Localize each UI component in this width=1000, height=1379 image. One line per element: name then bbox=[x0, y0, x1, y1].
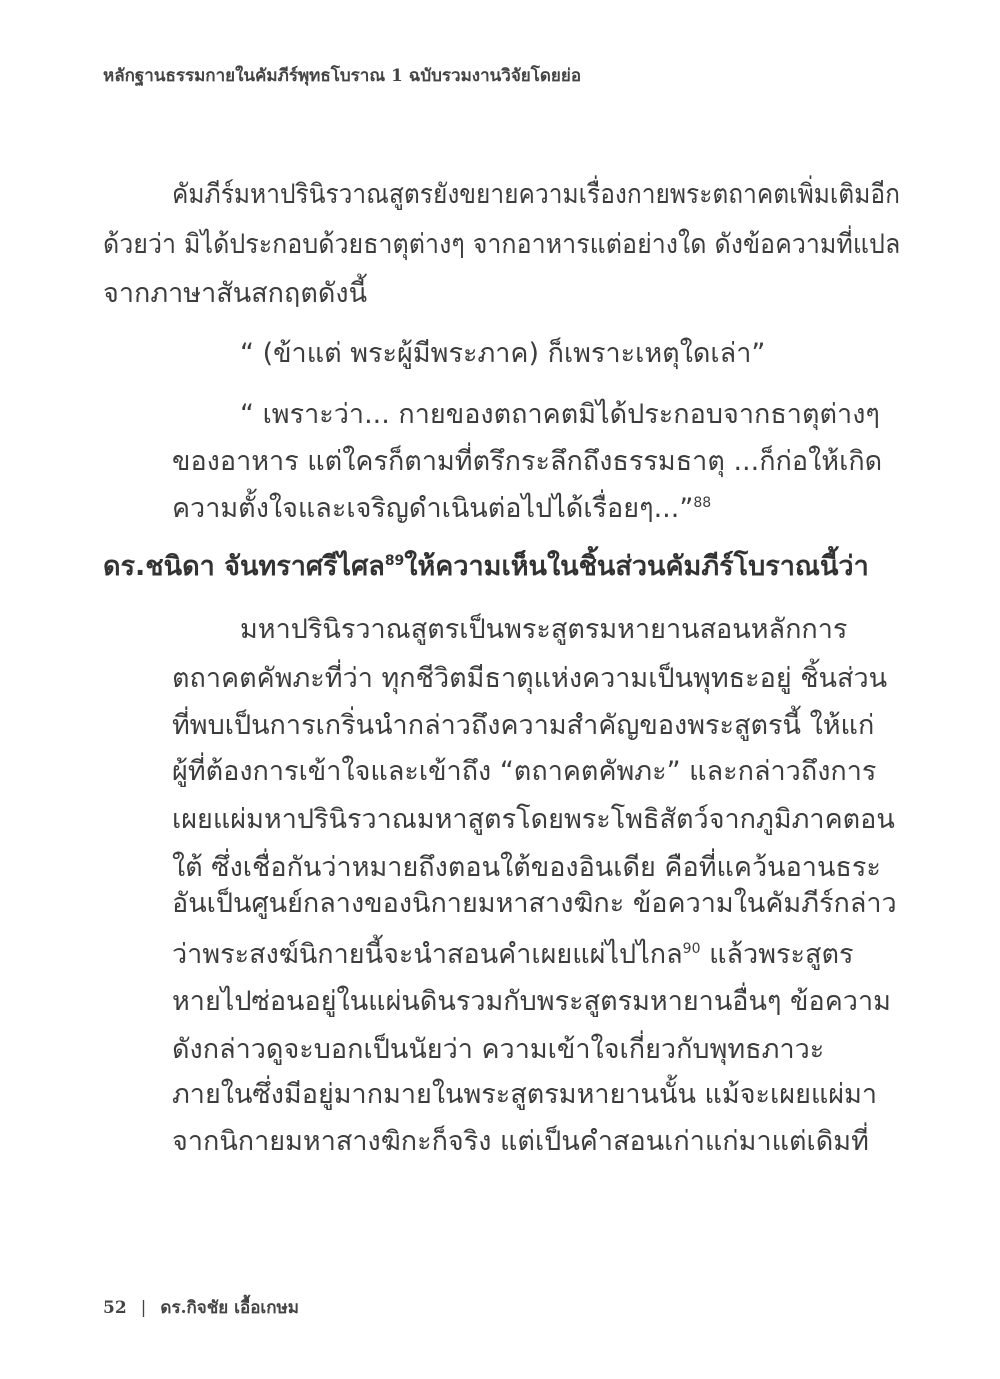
intro-line: จากภาษาสันสกฤตดังนี้ bbox=[103, 278, 368, 309]
body-line bbox=[172, 935, 854, 975]
body-line: ผู้ที่ต้องการเข้าใจและเข้าถึง “ตถาคตคัพภะ” และกล่าวถึงการ bbox=[172, 756, 877, 787]
body-line: เผยแผ่มหาปรินิรวาณมหาสูตรโดยพระโพธิสัตว์จากภูมิภาคตอน bbox=[172, 804, 895, 835]
footer-separator: | bbox=[140, 1298, 147, 1318]
opinion-text: ให้ความเห็นในชิ้นส่วนคัมภีร์โบราณนี้ว่า bbox=[404, 551, 869, 582]
footnote-ref-90: 90 bbox=[682, 941, 701, 957]
body-line: จากนิกายมหาสางฆิกะก็จริง แต่เป็นคำสอนเก่าแก่มาแต่เดิมที่ bbox=[172, 1126, 869, 1157]
footer-author: ดร.กิจชัย เอื้อเกษม bbox=[160, 1298, 299, 1318]
footnote-ref-88: 88 bbox=[693, 495, 712, 511]
intro-line: ด้วยว่า มิได้ประกอบด้วยธาตุต่างๆ จากอาหารแต่อย่างใด ดังข้อความที่แปล bbox=[103, 229, 901, 260]
body-line: ตถาคตคัพภะที่ว่า ทุกชีวิตมีธาตุแห่งความเป็นพุทธะอยู่ ชิ้นส่วน bbox=[172, 663, 888, 694]
quote-line bbox=[172, 489, 711, 529]
intro-line: คัมภีร์มหาปรินิรวาณสูตรยังขยายความเรื่องกายพระตถาคตเพิ่มเติมอีก bbox=[172, 179, 900, 210]
opinion-author: ดร.ชนิดา จันทราศรีไศล bbox=[103, 551, 385, 582]
quote-line-text: ความตั้งใจและเจริญดำเนินต่อไปได้เรื่อยๆ...” bbox=[172, 493, 694, 524]
body-line: ภายในซึ่งมีอยู่มากมายในพระสูตรมหายานนั้น แม้จะเผยแผ่มา bbox=[172, 1079, 878, 1110]
quote-question: “ (ข้าแต่ พระผู้มีพระภาค) ก็เพราะเหตุใดเล่า” bbox=[240, 338, 766, 369]
body-line: มหาปรินิรวาณสูตรเป็นพระสูตรมหายานสอนหลักการ bbox=[240, 614, 848, 645]
body-line: อันเป็นศูนย์กลางของนิกายมหาสางฆิกะ ข้อความในคัมภีร์กล่าว bbox=[172, 888, 897, 919]
body-line: ที่พบเป็นการเกริ่นนำกล่าวถึงความสำคัญของพระสูตรนี้ ให้แก่ bbox=[172, 710, 875, 741]
footnote-ref-89: 89 bbox=[384, 553, 405, 569]
body-line-text: ว่าพระสงฆ์นิกายนี้จะนำสอนคำเผยแผ่ไปไกล bbox=[172, 939, 683, 970]
running-header: หลักฐานธรรมกายในคัมภีร์พุทธโบราณ 1 ฉบับรวมงานวิจัยโดยย่อ bbox=[103, 66, 582, 86]
body-line: หายไปซ่อนอยู่ในแผ่นดินรวมกับพระสูตรมหายานอื่นๆ ข้อความ bbox=[172, 986, 891, 1017]
quote-line: ของอาหาร แต่ใครก็ตามที่ตรึกระลึกถึงธรรมธาตุ ...ก็ก่อให้เกิด bbox=[172, 446, 883, 477]
body-line: ดังกล่าวดูจะบอกเป็นนัยว่า ความเข้าใจเกี่ยวกับพุทธภาวะ bbox=[172, 1034, 825, 1065]
body-line-text: แล้วพระสูตร bbox=[700, 939, 854, 970]
opinion-heading bbox=[103, 547, 869, 587]
page-footer bbox=[103, 1294, 299, 1321]
page-number: 52 bbox=[103, 1298, 127, 1318]
quote-line: “ เพราะว่า... กายของตถาคตมิได้ประกอบจากธาตุต่างๆ bbox=[240, 399, 880, 430]
body-line: ใต้ ซึ่งเชื่อกันว่าหมายถึงตอนใต้ของอินเดีย คือที่แคว้นอานธระ bbox=[172, 852, 881, 883]
